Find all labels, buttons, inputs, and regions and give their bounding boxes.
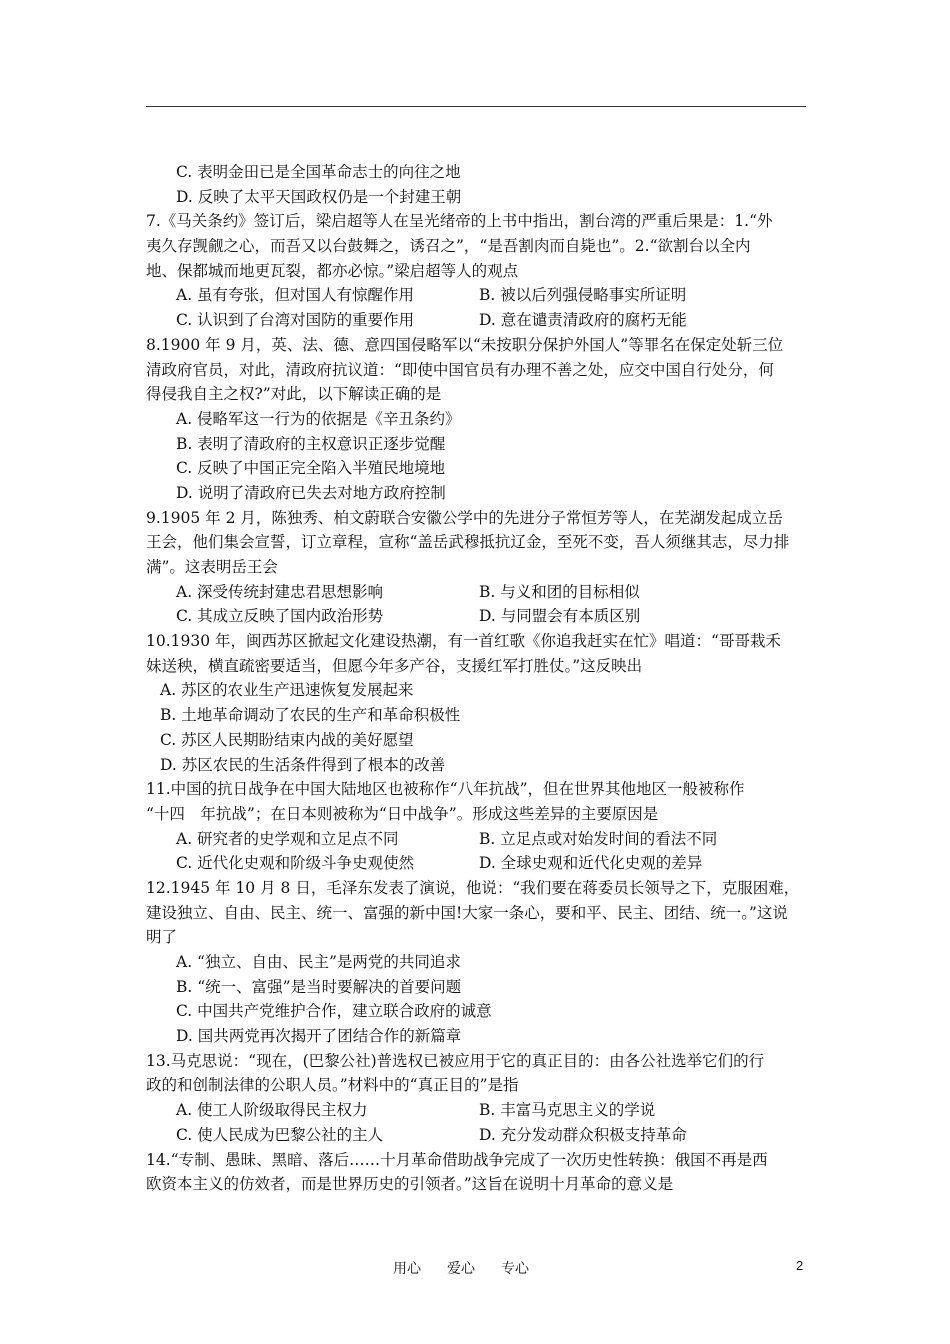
question-text-line: 12.1945 年 10 月 8 日，毛泽东发表了演说，他说：“我们要在蒋委员长领导之下，克服困难， bbox=[146, 878, 800, 897]
option-line: C. 苏区人民期盼结束内战的美好愿望 bbox=[160, 730, 414, 749]
option-row bbox=[146, 851, 814, 876]
option-line: C. 表明金田已是全国革命志士的向往之地 bbox=[176, 163, 461, 181]
question-text-line: 满”。这表明岳王会 bbox=[146, 558, 278, 576]
option-left: C. 其成立反映了国内政治形势 bbox=[176, 607, 384, 626]
document-body bbox=[146, 160, 814, 1197]
option-left: A. 深受传统封建忠君思想影响 bbox=[176, 582, 384, 601]
option-line: B. 表明了清政府的主权意识正逐步觉醒 bbox=[176, 434, 446, 453]
option-line: C. 反映了中国正完全陷入半殖民地境地 bbox=[176, 459, 446, 478]
option-line: C. 中国共产党维护合作，建立联合政府的诚意 bbox=[176, 1002, 492, 1021]
page-footer bbox=[0, 1258, 950, 1280]
question-text-line: 11.中国的抗日战争在中国大陆地区也被称作“八年抗战”，但在世界其他地区一般被称作 bbox=[146, 780, 745, 799]
question-text-line: 明了 bbox=[146, 928, 178, 947]
option-right: D. 全球史观和近代化史观的差异 bbox=[479, 854, 703, 873]
option-row bbox=[146, 827, 814, 852]
footer-motto-3: 专心 bbox=[501, 1261, 529, 1277]
question-text-line: “十四 年抗战”；在日本则被称为“日中战争”。形成这些差异的主要原因是 bbox=[146, 804, 659, 823]
question-text-line: 7.《马关条约》签订后，梁启超等人在呈光绪帝的上书中指出，割台湾的严重后果是：1.“外 bbox=[146, 212, 773, 231]
option-line: B. 土地革命调动了农民的生产和革命积极性 bbox=[160, 706, 461, 725]
footer-motto bbox=[393, 1258, 555, 1278]
question-text-line: 政的和创制法律的公职人员。”材料中的“真正目的”是指 bbox=[146, 1076, 519, 1095]
option-line: D. 说明了清政府已失去对地方政府控制 bbox=[176, 483, 446, 502]
option-right: B. 立足点或对始发时间的看法不同 bbox=[479, 829, 718, 848]
header-rule bbox=[146, 106, 806, 107]
option-right: B. 与义和团的目标相似 bbox=[479, 582, 640, 601]
question-text-line: 13.马克思说：“现在，(巴黎公社)普选权已被应用于它的真正目的：由各公社选举它们的行 bbox=[146, 1051, 765, 1070]
option-right: B. 丰富马克思主义的学说 bbox=[479, 1101, 656, 1120]
question-text-line: 欧资本主义的仿效者，而是世界历史的引领者。”这旨在说明十月革命的意义是 bbox=[146, 1175, 674, 1194]
option-row bbox=[146, 580, 814, 605]
question-text-line: 清政府官员，对此，清政府抗议道：“即使中国官员有办理不善之处，应交中国自行处分，何 bbox=[146, 360, 774, 379]
option-row bbox=[146, 283, 814, 308]
question-text-line: 8.1900 年 9 月，英、法、德、意四国侵略军以“未按职分保护外国人”等罪名在保定处斩三位 bbox=[146, 335, 784, 354]
option-left: A. 研究者的史学观和立足点不同 bbox=[176, 829, 399, 848]
option-line: A. 侵略军这一行为的依据是《辛丑条约》 bbox=[176, 409, 461, 428]
question-text-line: 王会，他们集会宣誓，订立章程，宣称“盖岳武穆抵抗辽金，至死不变，吾人须继其志，尽力排 bbox=[146, 533, 790, 552]
footer-motto-2: 爱心 bbox=[447, 1261, 475, 1277]
option-row bbox=[146, 1123, 814, 1148]
option-row bbox=[146, 1098, 814, 1123]
option-row bbox=[146, 308, 814, 333]
option-line: D. 苏区农民的生活条件得到了根本的改善 bbox=[160, 755, 446, 774]
question-text-line: 14.“专制、愚昧、黑暗、落后……十月革命借助战争完成了一次历史性转换：俄国不再是西 bbox=[146, 1150, 768, 1169]
question-text-line: 10.1930 年，闽西苏区掀起文化建设热潮，有一首红歌《你追我赶实在忙》唱道：“哥哥栽禾 bbox=[146, 632, 781, 651]
question-text-line: 地、保都城而地更瓦裂，都亦必惊。”梁启超等人的观点 bbox=[146, 261, 519, 280]
page-number: 2 bbox=[796, 1258, 804, 1273]
option-line: D. 国共两党再次揭开了团结合作的新篇章 bbox=[176, 1027, 462, 1046]
option-right: B. 被以后列强侵略事实所证明 bbox=[479, 286, 687, 305]
question-text-line: 得侵我自主之权?”对此，以下解读正确的是 bbox=[146, 385, 442, 404]
question-text-line: 9.1905 年 2 月，陈独秀、柏文蔚联合安徽公学中的先进分子常恒芳等人，在芜湖发起成立岳 bbox=[146, 508, 783, 527]
option-line: B. “统一、富强”是当时要解决的首要问题 bbox=[176, 977, 462, 996]
option-right: D. 与同盟会有本质区别 bbox=[479, 607, 641, 626]
option-right: D. 充分发动群众积极支持革命 bbox=[479, 1125, 687, 1144]
question-text-line: 妹送秧，横直疏密要适当，但愿今年多产谷，支援红军打胜仗。”这反映出 bbox=[146, 656, 643, 675]
option-left: C. 使人民成为巴黎公社的主人 bbox=[176, 1125, 384, 1144]
option-left: A. 虽有夸张，但对国人有惊醒作用 bbox=[176, 286, 415, 305]
option-right: D. 意在谴责清政府的腐朽无能 bbox=[479, 311, 687, 330]
option-left: C. 近代化史观和阶级斗争史观使然 bbox=[176, 854, 415, 873]
question-text-line: 建设独立、自由、民主、统一、富强的新中国!大家一条心，要和平、民主、团结、统一。”这说 bbox=[146, 903, 788, 922]
option-left: C. 认识到了台湾对国防的重要作用 bbox=[176, 311, 415, 330]
option-row bbox=[146, 604, 814, 629]
option-left: A. 使工人阶级取得民主权力 bbox=[176, 1101, 368, 1120]
option-line: A. “独立、自由、民主”是两党的共同追求 bbox=[176, 953, 461, 971]
option-line: D. 反映了太平天国政权仍是一个封建王朝 bbox=[176, 187, 462, 206]
question-text-line: 夷久存觊觎之心，而吾又以台鼓舞之，诱召之”，“是吾割肉而自毙也”。2.“欲割台以全内 bbox=[146, 237, 751, 256]
option-line: A. 苏区的农业生产迅速恢复发展起来 bbox=[160, 681, 414, 700]
footer-motto-1: 用心 bbox=[393, 1261, 421, 1277]
